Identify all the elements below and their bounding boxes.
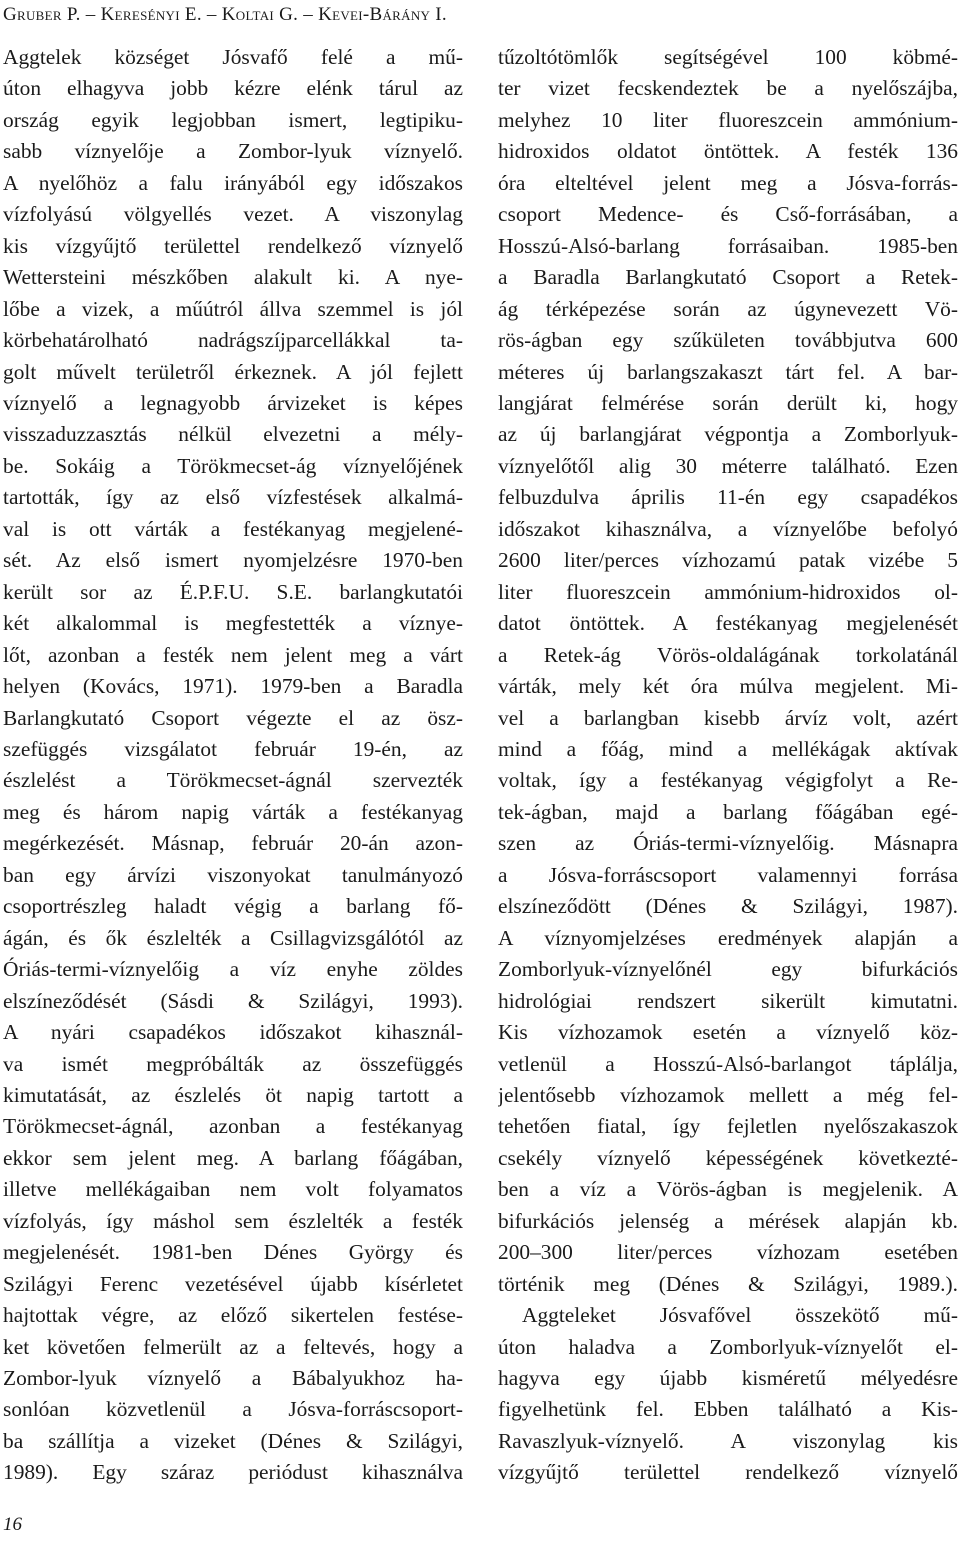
text-line: körbehatárolható nadrágszíjparcellákkal ta- — [3, 328, 463, 353]
text-line: csoportrészleg haladt végig a barlang fő- — [3, 894, 463, 919]
text-line: Óriás-termi-víznyelőig a víz enyhe zöldes — [3, 957, 463, 982]
text-line: méteres új barlangszakaszt tárt fel. A bar- — [498, 359, 958, 384]
text-line: ket követően felmerült az a feltevés, hogy a — [3, 1334, 463, 1359]
text-line: visszaduzzasztás nélkül elvezetni a mély- — [3, 422, 463, 447]
text-line: A nyári csapadékos időszakot kihasznál- — [3, 1020, 463, 1045]
text-line: időszakot kihasználva, a víznyelőbe befolyó — [498, 516, 958, 541]
text-line: hidroxidos oldatot öntöttek. A festék 136 — [498, 139, 958, 164]
text-line: sét. Az első ismert nyomjelzésre 1970-ben — [3, 548, 463, 573]
text-line: helyen (Kovács, 1971). 1979-ben a Baradla — [3, 674, 463, 699]
text-line: vízfolyású völgyellés vezet. A viszonylag — [3, 202, 463, 227]
text-line: tek-ágban, majd a barlang főágában egé- — [498, 799, 958, 824]
text-line: mind a főág, mind a mellékágak aktívak — [498, 736, 958, 761]
running-header: Gruber P. – Keresényi E. – Koltai G. – Kevei-Bárány I. — [3, 4, 447, 25]
text-line: vízfolyás, így máshol sem észlelték a festék — [3, 1208, 463, 1233]
right-text-column — [498, 42, 958, 1489]
text-line: a Retek-ág Vörös-oldalágának torkolatánál — [498, 642, 958, 667]
text-line: csekély víznyelő képességének következté- — [498, 1145, 958, 1170]
text-line: langjárat felmérése során derült ki, hogy — [498, 390, 958, 415]
text-line: két alkalommal is megfestették a víznye- — [3, 611, 463, 636]
text-line: va ismét megpróbálták az összefüggés — [3, 1051, 463, 1076]
text-line: meg és három napig várták a festékanyag — [3, 799, 463, 824]
text-line: 2600 liter/perces vízhozamú patak vizébe 5 — [498, 548, 958, 573]
text-line: várták, mely két óra múlva megjelent. Mi- — [498, 674, 958, 699]
text-line: úton elhagyva jobb kézre elénk tárul az — [3, 76, 463, 101]
text-line: bifurkációs jelenség a mérések alapján kb. — [498, 1208, 958, 1233]
text-line: történik meg (Dénes & Szilágyi, 1989.). — [498, 1271, 958, 1296]
text-line: melyhez 10 liter fluoreszcein ammónium- — [498, 107, 958, 132]
page-number: 16 — [3, 1514, 22, 1535]
text-line: a Jósva-forráscsoport valamennyi forrása — [498, 862, 958, 887]
text-line: lőbe a vizek, a műútról állva szemmel is jól — [3, 296, 463, 321]
text-line: Aggteleket Jósvafővel összekötő mű- — [522, 1303, 958, 1328]
text-line: észlelést a Törökmecset-ágnál szervezték — [3, 768, 463, 793]
text-line: sabb víznyelője a Zombor-lyuk víznyelő. — [3, 139, 463, 164]
text-line: ben a víz a Vörös-ágban is megjelenik. A — [498, 1177, 958, 1202]
text-line: lőt, azonban a festék nem jelent meg a várt — [3, 642, 463, 667]
text-line: val is ott várták a festékanyag megjelené- — [3, 516, 463, 541]
text-line: került sor az É.P.F.U. S.E. barlangkutatói — [3, 579, 463, 604]
text-line: Törökmecset-ágnál, azonban a festékanyag — [3, 1114, 463, 1139]
paragraph — [3, 42, 463, 1489]
text-line: Barlangkutató Csoport végezte el az ösz- — [3, 705, 463, 730]
text-line: víznyelő a legnagyobb árvizeket is képes — [3, 390, 463, 415]
left-text-column — [3, 42, 463, 1489]
text-line: úton haladva a Zomborlyuk-víznyelőt el- — [498, 1334, 958, 1359]
text-line: megjelenését. 1981-ben Dénes György és — [3, 1240, 463, 1265]
text-line: ágán, és ők észlelték a Csillagvizsgálótól az — [3, 925, 463, 950]
paragraph — [498, 1300, 958, 1489]
text-line: ekkor sem jelent meg. A barlang főágában, — [3, 1145, 463, 1170]
text-line: rös-ágban egy szűkületen továbbjutva 600 — [498, 328, 958, 353]
text-line: hagyva egy újabb kisméretű mélyedésre — [498, 1366, 958, 1391]
text-line: tehetően fiatal, így fejletlen nyelőszakaszok — [498, 1114, 958, 1139]
text-line: liter fluoreszcein ammónium-hidroxidos ol- — [498, 579, 958, 604]
text-line: Ravaszlyuk-víznyelő. A viszonylag kis — [498, 1428, 958, 1453]
text-line: csoport Medence- és Cső-forrásában, a — [498, 202, 958, 227]
text-line: kis vízgyűjtő területtel rendelkező víznyelő — [3, 233, 463, 258]
text-line: tartották, így az első vízfestések alkalmá- — [3, 485, 463, 510]
text-line: szefüggés vizsgálatot február 19-én, az — [3, 736, 463, 761]
text-line: hidrológiai rendszert sikerült kimutatni. — [498, 988, 958, 1013]
text-line: elszíneződését (Sásdi & Szilágyi, 1993). — [3, 988, 463, 1013]
text-line: óra elteltével jelent meg a Jósva-forrás- — [498, 170, 958, 195]
text-line: A nyelőhöz a falu irányából egy időszakos — [3, 170, 463, 195]
text-line: jelentősebb vízhozamok mellett a még fel- — [498, 1082, 958, 1107]
text-line: 200–300 liter/perces vízhozam esetében — [498, 1240, 958, 1265]
text-line: ban egy árvízi viszonyokat tanulmányozó — [3, 862, 463, 887]
text-line: vízgyűjtő területtel rendelkező víznyelő — [498, 1460, 958, 1485]
text-line: be. Sokáig a Törökmecset-ág víznyelőjének — [3, 453, 463, 478]
text-line: Aggtelek községet Jósvafő felé a mű- — [3, 45, 463, 69]
text-line: felbuzdulva április 11-én egy csapadékos — [498, 485, 958, 510]
text-line: ország egyik legjobban ismert, legtipiku- — [3, 107, 463, 132]
text-line: voltak, így a festékanyag végigfolyt a Re- — [498, 768, 958, 793]
text-line: vel a barlangban kisebb árvíz volt, azért — [498, 705, 958, 730]
text-line: ba szállítja a vizeket (Dénes & Szilágyi, — [3, 1428, 463, 1453]
text-line: tűzoltótömlők segítségével 100 köbmé- — [498, 45, 958, 69]
paragraph — [498, 42, 958, 1300]
text-line: Hosszú-Alsó-barlang forrásaiban. 1985-ben — [498, 233, 958, 258]
text-line: 1989). Egy száraz periódust kihasználva — [3, 1460, 463, 1485]
text-line: datot öntöttek. A festékanyag megjelenését — [498, 611, 958, 636]
text-line: Kis vízhozamok esetén a víznyelő köz- — [498, 1020, 958, 1045]
text-line: szen az Óriás-termi-víznyelőig. Másnapra — [498, 831, 958, 856]
text-line: figyelhetünk fel. Ebben található a Kis- — [498, 1397, 958, 1422]
text-line: illetve mellékágaiban nem volt folyamatos — [3, 1177, 463, 1202]
text-line: sonlóan közvetlenül a Jósva-forráscsoport- — [3, 1397, 463, 1422]
text-line: A víznyomjelzéses eredmények alapján a — [498, 925, 958, 950]
text-line: kimutatását, az észlelés öt napig tartott a — [3, 1082, 463, 1107]
text-line: golt művelt területről érkeznek. A jól fejlett — [3, 359, 463, 384]
text-line: Szilágyi Ferenc vezetésével újabb kísérletet — [3, 1271, 463, 1296]
text-line: Zombor-lyuk víznyelő a Bábalyukhoz ha- — [3, 1366, 463, 1391]
text-line: Wettersteini mészkőben alakult ki. A nye- — [3, 265, 463, 290]
text-line: Zomborlyuk-víznyelőnél egy bifurkációs — [498, 957, 958, 982]
text-line: a Baradla Barlangkutató Csoport a Retek- — [498, 265, 958, 290]
text-line: víznyelőtől alig 30 méterre található. Ezen — [498, 453, 958, 478]
text-line: az új barlangjárat végpontja a Zomborlyuk- — [498, 422, 958, 447]
text-line: hajtottak végre, az előző sikertelen festése- — [3, 1303, 463, 1328]
text-line: megérkezését. Másnap, február 20-án azon- — [3, 831, 463, 856]
text-line: vetlenül a Hosszú-Alsó-barlangot táplálja, — [498, 1051, 958, 1076]
text-line: ter vizet fecskendeztek be a nyelőszájba, — [498, 76, 958, 101]
text-line: elszíneződött (Dénes & Szilágyi, 1987). — [498, 894, 958, 919]
text-line: ág térképezése során az úgynevezett Vö- — [498, 296, 958, 321]
